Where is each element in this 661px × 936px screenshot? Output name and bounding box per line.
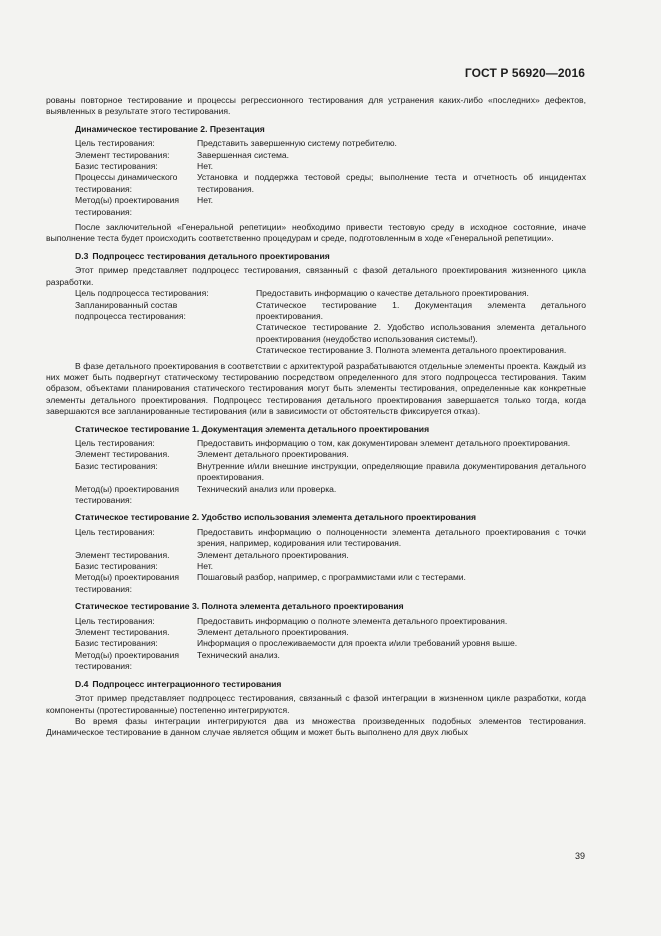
section-d3-intro: Этот пример представляет подпроцесс тестирования, связанный с фазой детального проектирования жизненного цикла разработки. bbox=[46, 265, 586, 287]
page-content bbox=[46, 95, 586, 739]
static-test-3-heading: Статическое тестирование 3. Полнота элемента детального проектирования bbox=[75, 601, 404, 612]
table-row: Метод(ы) проектирования тестирования: Нет. bbox=[75, 195, 214, 217]
document-id-header: ГОСТ Р 56920—2016 bbox=[464, 66, 585, 80]
table-row-continuation: Статическое тестирование 3. Полнота элемента детального проектирования. bbox=[256, 345, 567, 356]
paragraph-rehearsal: После заключительной «Генеральной репетиции» необходимо привести тестовую среду в исходное состояние, иначе выполнение теста будет происходить соответственно процедурам и среде, подготовленным в ходе «Генеральной репетиции». bbox=[46, 222, 586, 244]
table-row: Метод(ы) проектирования тестирования: Пошаговый разбор, например, с программистами или с тестерами. bbox=[75, 572, 466, 594]
paragraph-continuation: рованы повторное тестирование и процессы регрессионного тестирования для устранения каких-либо «последних» дефектов, выявленных в результате этого тестирования. bbox=[46, 95, 586, 117]
table-row-continuation: Статическое тестирование 2. Удобство использования элемента детального проектирования (неудобство использования системы!). bbox=[256, 322, 586, 344]
static-test-3-table bbox=[46, 616, 586, 673]
table-row: Элемент тестирования. Элемент детального проектирования. bbox=[75, 449, 349, 460]
table-row: Цель тестирования: Предоставить информацию о том, как документирован элемент детального проектирования. bbox=[75, 437, 571, 448]
page-number: 39 bbox=[574, 851, 585, 861]
section-d4-heading: D.4 Подпроцесс интеграционного тестирования bbox=[75, 678, 282, 689]
static-test-2-table bbox=[46, 527, 586, 595]
table-row: Элемент тестирования. Элемент детального проектирования. bbox=[75, 549, 349, 560]
table-row: Базис тестирования: Нет. bbox=[75, 161, 214, 172]
static-test-1-table bbox=[46, 438, 586, 506]
table-row: Процессы динамического тестирования: Установка и поддержка тестовой среды; выполнение теста и отчетность об инцидентах тестирования. bbox=[75, 172, 586, 194]
static-test-2-heading: Статическое тестирование 2. Удобство использования элемента детального проектирования bbox=[75, 512, 477, 523]
section-d4-paragraph-1: Этот пример представляет подпроцесс тестирования, связанный с фазой интеграции в жизненном цикле разработки, когда компоненты (протестированные) постепенно интегрируются. bbox=[46, 693, 586, 715]
section-d3-heading: D.3 Подпроцесс тестирования детального проектирования bbox=[75, 250, 330, 261]
section-d3-paragraph: В фазе детального проектирования в соответствии с архитектурой разрабатываются отдельные элементы проекта. Каждый из них может быть подвергнут статическому тестированию посредством определенного для этого подпроцесса тестирования. Таким образом, объектами планирования статического тестирования могут быть элементы тестирования, определенные как конкретные элементы детального проектирования. Подпроцесс тестирования детального проектирования завершается только тогда, когда завершаются все запланированные тестирования (или в зависимости от обстоятельств фиксируется отказ). bbox=[46, 360, 586, 417]
table-row: Метод(ы) проектирования тестирования: Технический анализ или проверка. bbox=[75, 483, 337, 505]
table-row: Элемент тестирования. Элемент детального проектирования. bbox=[75, 627, 349, 638]
dynamic-test-2-heading: Динамическое тестирование 2. Презентация bbox=[75, 123, 265, 134]
table-row: Цель тестирования: Предоставить информацию о полноте элемента детального проектирования. bbox=[75, 615, 508, 626]
table-row: Запланированный состав подпроцесса тестирования: Статическое тестирование 1. Документация элемента детального проектирования. bbox=[75, 299, 586, 321]
table-row: Цель тестирования: Предоставить информацию о полноценности элемента детального проектирования с точки зрения, например, кодирования или тестирования. bbox=[75, 526, 586, 549]
table-row: Базис тестирования: Информация о прослеживаемости для проекта и/или требований уровня выше. bbox=[75, 638, 518, 649]
table-row: Метод(ы) проектирования тестирования: Технический анализ. bbox=[75, 649, 280, 672]
section-d3-table bbox=[46, 288, 586, 356]
section-d4-paragraph-2: Во время фазы интеграции интегрируются два из множества произведенных подобных элементов тестирования. Динамическое тестирование в данном случае является общим и может быть выполнено для двух любых bbox=[46, 715, 586, 738]
table-row: Элемент тестирования: Завершенная система. bbox=[75, 149, 290, 160]
table-row: Базис тестирования: Внутренние и/или внешние инструкции, определяющие правила документирования детального проектирования. bbox=[75, 460, 586, 483]
table-row: Цель тестирования: Представить завершенную систему потребителю. bbox=[75, 138, 397, 149]
static-test-1-heading: Статическое тестирование 1. Документация элемента детального проектирования bbox=[75, 423, 430, 434]
dynamic-test-2-table bbox=[46, 138, 586, 218]
table-row: Цель подпроцесса тестирования: Предоставить информацию о качестве детального проектирования. bbox=[75, 288, 529, 299]
table-row: Базис тестирования: Нет. bbox=[75, 561, 214, 572]
